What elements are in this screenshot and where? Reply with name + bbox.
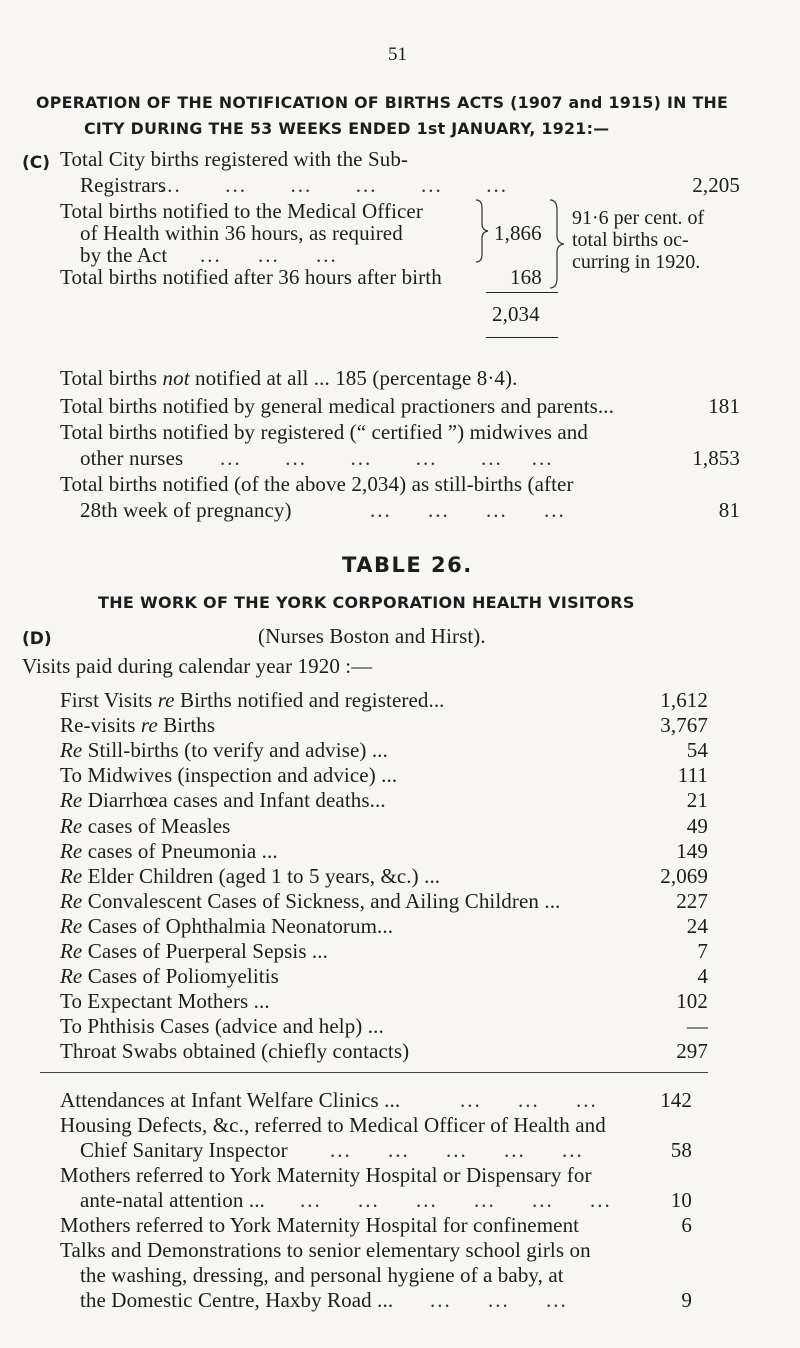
table-row <box>60 889 708 915</box>
table-row-label: To Expectant Mothers ... <box>60 989 270 1014</box>
table-row <box>60 814 708 840</box>
table-row-label: Re Cases of Ophthalmia Neonatorum... <box>60 913 394 938</box>
talks-label-2: the washing, dressing, and personal hygiene of a baby, at <box>80 1263 564 1287</box>
table-row <box>60 738 708 764</box>
midwives-value: 1,853 <box>692 446 740 470</box>
gp-value: 181 <box>708 394 740 418</box>
housing-label-1: Housing Defects, &c., referred to Medical Officer of Health and <box>60 1113 606 1137</box>
stillbirth-value: 81 <box>718 498 740 522</box>
subtotal-rule <box>486 292 558 293</box>
antenatal-dots: ... ... ... ... ... ... <box>300 1188 612 1212</box>
within36-label-2: of Health within 36 hours, as required <box>80 221 403 245</box>
antenatal-label-1: Mothers referred to York Maternity Hospital or Dispensary for <box>60 1163 592 1187</box>
housing-value: 58 <box>670 1138 692 1162</box>
table-row <box>60 788 708 814</box>
page-number: 51 <box>388 44 407 65</box>
table-row <box>60 914 708 940</box>
table-row-value: 7 <box>697 939 708 963</box>
table-row-value: 54 <box>686 738 708 763</box>
table-row <box>60 688 708 714</box>
registered-label-1: Total City births registered with the Sub- <box>60 147 409 171</box>
section-d-marker: (D) <box>22 629 52 649</box>
table-row-label: Re Still-births (to verify and advise) ... <box>60 738 388 763</box>
table-row <box>60 713 708 739</box>
visits-intro: Visits paid during calendar year 1920 :— <box>22 654 373 678</box>
after36-label: Total births notified after 36 hours after birth <box>60 265 442 289</box>
midwives-dots: ... ... ... ... ... ... <box>220 446 554 470</box>
clinics-dots: ... ... ... <box>460 1088 598 1112</box>
percentage-note-1: 91·6 per cent. of <box>572 207 705 229</box>
table-row-value: 227 <box>676 888 708 913</box>
confinement-value: 6 <box>681 1213 692 1237</box>
table-row <box>60 1039 708 1065</box>
table-row-value: 111 <box>677 763 708 788</box>
table-row <box>60 964 708 990</box>
table-row <box>60 989 708 1015</box>
percentage-brace <box>548 198 568 290</box>
registered-label-2: Registrars <box>80 173 167 197</box>
table-subtitle: THE WORK OF THE YORK CORPORATION HEALTH VISITORS <box>98 593 635 612</box>
table-row <box>60 1014 708 1040</box>
table-title: TABLE 26. <box>342 553 473 577</box>
table-row-label: Re-visits re Births <box>60 713 216 738</box>
table-row-value: 2,069 <box>660 863 708 888</box>
housing-label-2: Chief Sanitary Inspector <box>80 1138 288 1162</box>
after36-value: 168 <box>510 265 542 289</box>
table-row <box>60 763 708 789</box>
table-row-label: Throat Swabs obtained (chiefly contacts) <box>60 1039 410 1064</box>
table-row-value: 297 <box>676 1039 708 1064</box>
table-row-label: Re cases of Measles <box>60 813 231 838</box>
table-row <box>60 839 708 865</box>
talks-dots: ... ... ... <box>430 1288 568 1312</box>
percentage-note-3: curring in 1920. <box>572 251 701 273</box>
table-row-value: 4 <box>697 964 708 989</box>
table-row-value: 1,612 <box>660 688 708 712</box>
table-row-label: Re Elder Children (aged 1 to 5 years, &c.) ... <box>60 863 441 888</box>
section-c-marker: (C) <box>22 153 51 173</box>
midwives-label-2: other nurses <box>80 446 184 470</box>
within36-label-1: Total births notified to the Medical Officer <box>60 199 423 223</box>
percentage-note-2: total births oc- <box>572 229 689 251</box>
midwives-label-1: Total births notified by registered (“ certified ”) midwives and <box>60 420 589 444</box>
clinics-label: Attendances at Infant Welfare Clinics ... <box>60 1088 401 1112</box>
table-row-label: Re Cases of Poliomyelitis <box>60 964 279 989</box>
table-row-value: 21 <box>686 788 708 813</box>
table-row-label: Re Diarrhœa cases and Infant deaths... <box>60 788 386 813</box>
stillbirth-label-2: 28th week of pregnancy) <box>80 498 292 522</box>
housing-dots: ... ... ... ... ... <box>330 1138 584 1162</box>
table-row-value: 49 <box>686 813 708 838</box>
talks-label-1: Talks and Demonstrations to senior elementary school girls on <box>60 1238 591 1262</box>
table-row-label: Re cases of Pneumonia ... <box>60 838 278 863</box>
table-row <box>60 939 708 965</box>
subtotal-underline <box>486 337 558 338</box>
table-row-label: Re Convalescent Cases of Sickness, and Ailing Children ... <box>60 888 561 913</box>
table-row-label: To Phthisis Cases (advice and help) ... <box>60 1014 384 1039</box>
table-row-value: 24 <box>686 913 708 938</box>
table-row-label: Re Cases of Puerperal Sepsis ... <box>60 939 328 963</box>
within36-dots: ... ... ... <box>200 243 338 267</box>
subtotal-value: 2,034 <box>492 302 540 326</box>
confinement-label: Mothers referred to York Maternity Hospital for confinement <box>60 1213 580 1237</box>
table-row-value: 149 <box>676 838 708 863</box>
within36-brace <box>474 198 490 264</box>
table-row-label: To Midwives (inspection and advice) ... <box>60 763 398 788</box>
clinics-value: 142 <box>660 1088 692 1112</box>
table-row <box>60 864 708 890</box>
heading-line-1: OPERATION OF THE NOTIFICATION OF BIRTHS ACTS (1907 and 1915) IN THE <box>36 93 729 112</box>
within36-label-3: by the Act <box>80 243 168 267</box>
nurses-line: (Nurses Boston and Hirst). <box>258 624 486 648</box>
stillbirth-label-1: Total births notified (of the above 2,034) as still-births (after <box>60 472 574 496</box>
talks-value: 9 <box>681 1288 692 1312</box>
registered-value: 2,205 <box>692 173 740 197</box>
stillbirth-dots: ... ... ... ... <box>370 498 566 522</box>
heading-line-2: CITY DURING THE 53 WEEKS ENDED 1st JANUARY, 1921:— <box>84 119 610 138</box>
table-row-value: 3,767 <box>660 713 708 738</box>
table-row-label: First Visits re Births notified and registered... <box>60 688 445 712</box>
gp-label: Total births notified by general medical practioners and parents... <box>60 394 614 418</box>
within36-value: 1,866 <box>494 221 542 245</box>
antenatal-value: 10 <box>670 1188 692 1212</box>
table-bottom-rule <box>40 1072 708 1073</box>
talks-label-3: the Domestic Centre, Haxby Road ... <box>80 1288 394 1312</box>
not-notified-line: Total births not notified at all ... 185 (percentage 8·4). <box>60 366 518 390</box>
table-row-value: — <box>686 1014 708 1039</box>
table-row-value: 102 <box>676 989 708 1014</box>
registered-dots: ... ... ... ... ... ... <box>160 173 508 197</box>
antenatal-label-2: ante-natal attention ... <box>80 1188 265 1212</box>
